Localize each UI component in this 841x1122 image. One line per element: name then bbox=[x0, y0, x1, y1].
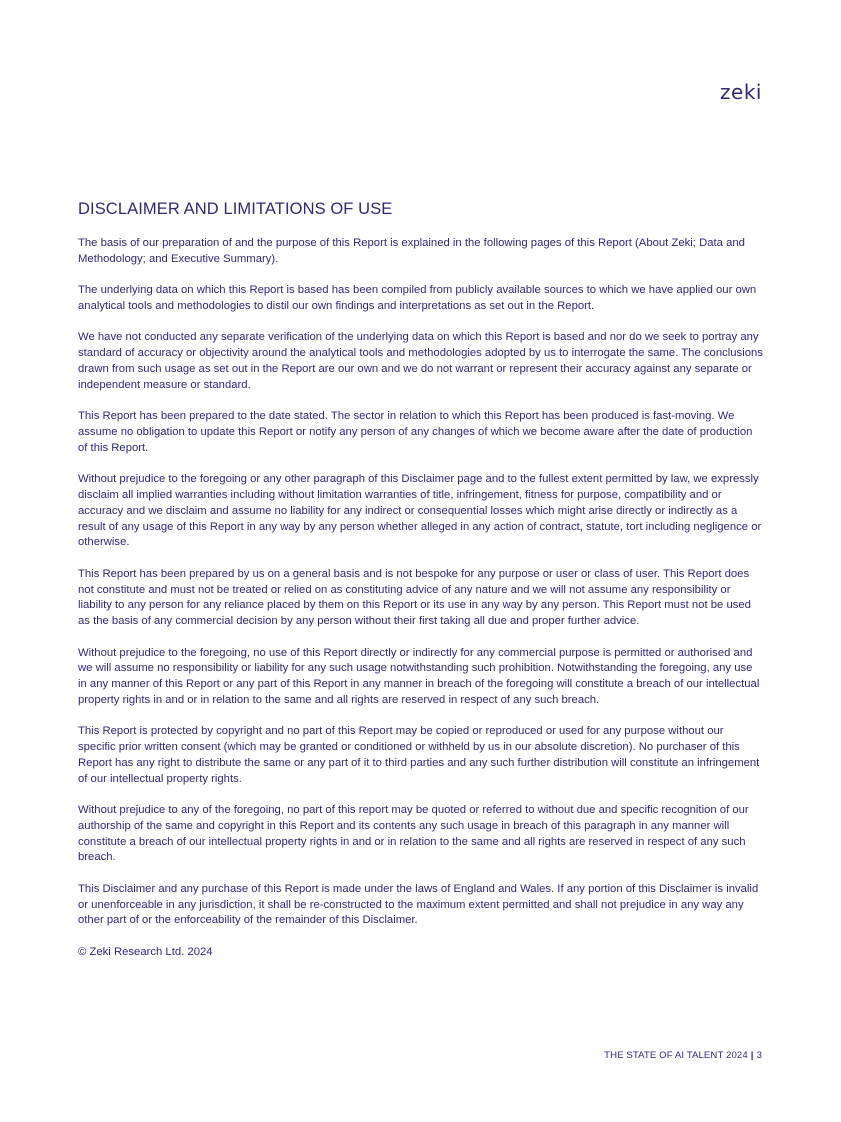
page-title: DISCLAIMER AND LIMITATIONS OF USE bbox=[78, 200, 393, 218]
disclaimer-paragraph: This Report is protected by copyright and no part of this Report may be copied or reproduced or used for any purpose without our specific prior written consent (which may be granted or conditioned or withheld by us in our absolute discretion). No purchaser of this Report has any right to distribute the same or any part of it to third parties and any such further distribution will constitute an infringement of our intellectual property rights. bbox=[78, 725, 760, 785]
footer-separator: | bbox=[750, 1050, 754, 1061]
copyright-notice: © Zeki Research Ltd. 2024 bbox=[78, 945, 213, 958]
disclaimer-paragraph: Without prejudice to any of the foregoing, no part of this report may be quoted or referred to without due and specific recognition of our authorship of the same and copyright in this Report and its contents any such usage in breach of this paragraph in any manner will constitute a breach of our intellectual property rights in and or in relation to the same and all rights are reserved in respect of any such breach. bbox=[78, 804, 749, 864]
zeki-logo: zeki bbox=[720, 80, 762, 104]
page-footer bbox=[604, 1050, 762, 1061]
disclaimer-paragraph: Without prejudice to the foregoing, no use of this Report directly or indirectly for any commercial purpose is permitted or authorised and we will assume no responsibility or liability for any such usage notwithstanding such prohibition. Notwithstanding the foregoing, any use in any manner of this Report or any part of this Report in any manner in breach of the foregoing will constitute a breach of our intellectual property rights in and or in relation to the same and all rights are reserved in respect of any such breach. bbox=[78, 646, 760, 706]
disclaimer-paragraph: This Report has been prepared by us on a general basis and is not bespoke for any purpose or user or class of user. This Report does not constitute and must not be treated or relied on as constituting advice of any nature and we will not assume any responsibility or liability to any person for any reliance placed by them on this Report or its use in any way by any person. This Report must not be used as the basis of any commercial decision by any person without their first taking all due and proper further advice. bbox=[78, 567, 751, 628]
disclaimer-paragraph: The basis of our preparation of and the purpose of this Report is explained in the following pages of this Report (About Zeki; Data and Methodology; and Executive Summary). bbox=[78, 237, 745, 265]
disclaimer-paragraph: This Disclaimer and any purchase of this Report is made under the laws of England and Wales. If any portion of this Disclaimer is invalid or unenforceable in any jurisdiction, it shall be re-constructed to the maximum extent permitted and shall not prejudice in any way any other part of or the enforceability of the remainder of this Disclaimer. bbox=[78, 882, 759, 927]
disclaimer-paragraph: Without prejudice to the foregoing or any other paragraph of this Disclaimer page and to the fullest extent permitted by law, we expressly disclaim all implied warranties including without limitation warranties of title, infringement, fitness for purpose, compatibility and or accuracy and we disclaim and assume no liability for any indirect or consequential losses which might arise directly or indirectly as a result of any usage of this Report in any way by any person whether alleged in any action of contract, statute, tort including negligence or otherwise. bbox=[78, 473, 762, 549]
disclaimer-content bbox=[78, 200, 764, 961]
page-number: 3 bbox=[756, 1050, 762, 1061]
report-name: THE STATE OF AI TALENT 2024 bbox=[604, 1050, 748, 1061]
disclaimer-paragraph: This Report has been prepared to the date stated. The sector in relation to which this Report has been produced is fast-moving. We assume no obligation to update this Report or notify any person of any changes of which we become aware after the date of production of this Report. bbox=[78, 410, 753, 454]
disclaimer-paragraph: We have not conducted any separate verification of the underlying data on which this Report is based and nor do we seek to portray any standard of accuracy or objectivity around the analytical tools and methodologies adopted by us to interrogate the same. The conclusions drawn from such usage as set out in the Report are our own and we do not warrant or represent their accuracy against any separate or independent measure or standard. bbox=[78, 331, 763, 391]
disclaimer-paragraph: The underlying data on which this Report is based has been compiled from publicly available sources to which we have applied our own analytical tools and methodologies to distil our own findings and interpretations as set out in the Report. bbox=[78, 284, 757, 312]
